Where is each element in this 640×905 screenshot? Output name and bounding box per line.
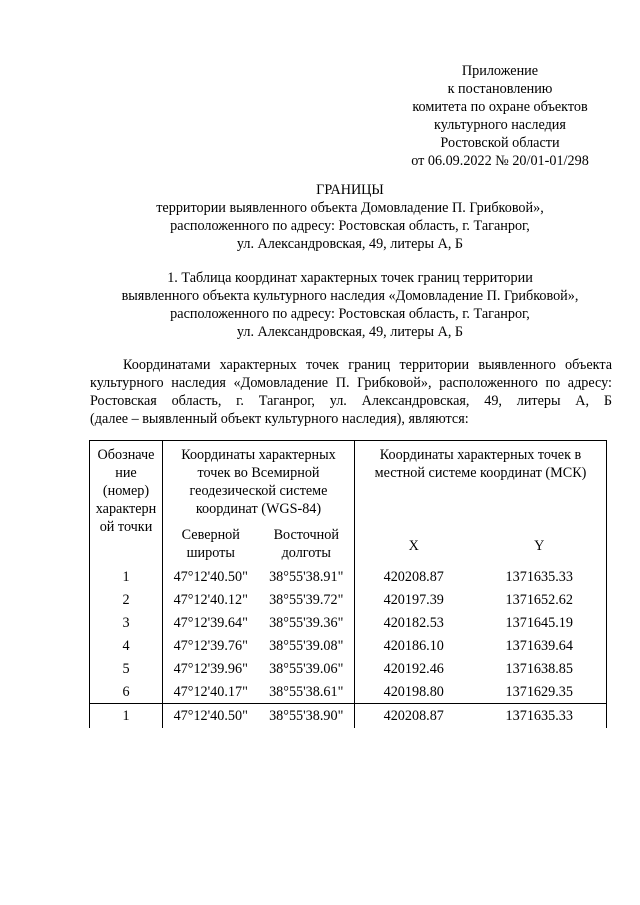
appendix-line: к постановлению <box>447 81 553 97</box>
intro-line: Ростовская область, г. Таганрог, ул. Александровская, 49, литеры А, Б <box>90 393 612 409</box>
table-row <box>90 565 607 588</box>
latitude-value: 47°12'39.76" <box>163 634 259 657</box>
x-value: 420197.39 <box>355 588 473 611</box>
longitude-value: 38°55'39.72" <box>269 591 344 608</box>
longitude-value: 38°55'39.36" <box>269 614 344 631</box>
table-row <box>90 704 607 729</box>
table-title-line: расположенного по адресу: Ростовская область, г. Таганрог, <box>170 306 530 322</box>
header-wgs84: Координаты характерных точек во Всемирной геодезической системе координат (WGS-84) <box>163 441 355 519</box>
header-north-latitude: Северной широты <box>163 518 259 565</box>
longitude-value: 38°55'38.90" <box>259 704 355 729</box>
appendix-line: комитета по охране объектов <box>412 99 588 115</box>
table-row <box>90 588 607 611</box>
table-row <box>90 680 607 704</box>
table-title <box>70 269 630 341</box>
y-value: 1371635.33 <box>473 565 607 588</box>
longitude-value: 38°55'39.08" <box>269 637 344 654</box>
point-number: 4 <box>90 634 163 657</box>
point-number: 2 <box>90 588 163 611</box>
table-row <box>90 634 607 657</box>
latitude-value: 47°12'40.17" <box>163 680 259 704</box>
intro-line: (далее – выявленный объект культурного наследия), являются: <box>90 411 469 427</box>
y-value: 1371635.33 <box>473 704 607 729</box>
coordinates-table <box>89 440 607 728</box>
table-title-line: ул. Александровская, 49, литеры А, Б <box>236 324 464 340</box>
x-value: 420186.10 <box>355 634 473 657</box>
document-title <box>70 181 630 253</box>
latitude-value: 47°12'40.12" <box>163 588 259 611</box>
header-x: X <box>355 518 473 565</box>
title-line: расположенного по адресу: Ростовская область, г. Таганрог, <box>170 218 530 234</box>
header-msk: Координаты характерных точек в местной системе координат (МСК) <box>355 441 607 519</box>
y-value: 1371638.85 <box>473 657 607 680</box>
intro-line: Координатами характерных точек границ территории выявленного объекта <box>123 357 612 373</box>
header-east-longitude: Восточной долготы <box>273 527 339 561</box>
longitude-value: 38°55'38.61" <box>269 683 344 700</box>
longitude-value: 38°55'38.91" <box>269 568 344 585</box>
appendix-line: Приложение <box>461 63 539 79</box>
title-line: ул. Александровская, 49, литеры А, Б <box>236 236 464 252</box>
appendix-line: от 06.09.2022 № 20/01-01/298 <box>411 153 589 169</box>
table-title-line: выявленного объекта культурного наследия «Домовладение П. Грибковой», <box>121 288 579 304</box>
title-line: ГРАНИЦЫ <box>316 182 384 198</box>
intro-line: культурного наследия «Домовладение П. Грибковой», расположенного по адресу: <box>90 375 612 391</box>
y-value: 1371652.62 <box>473 588 607 611</box>
appendix-line: Ростовской области <box>440 135 560 151</box>
x-value: 420198.80 <box>355 680 473 704</box>
longitude-value: 38°55'39.06" <box>269 660 344 677</box>
x-value: 420182.53 <box>355 611 473 634</box>
table-row <box>90 611 607 634</box>
point-number: 1 <box>90 704 163 729</box>
table-title-line: 1. Таблица координат характерных точек границ территории <box>167 270 533 286</box>
y-value: 1371645.19 <box>473 611 607 634</box>
point-number: 5 <box>90 657 163 680</box>
appendix-note <box>380 62 620 170</box>
table-row <box>90 657 607 680</box>
header-y: Y <box>473 518 607 565</box>
latitude-value: 47°12'40.50" <box>163 565 259 588</box>
latitude-value: 47°12'39.64" <box>163 611 259 634</box>
header-point-number: Обозначе ние (номер) характерн ой точки <box>90 441 163 566</box>
y-value: 1371639.64 <box>473 634 607 657</box>
x-value: 420208.87 <box>355 565 473 588</box>
point-number: 6 <box>90 680 163 704</box>
appendix-line: культурного наследия <box>434 117 566 133</box>
x-value: 420208.87 <box>355 704 473 729</box>
latitude-value: 47°12'39.96" <box>163 657 259 680</box>
title-line: территории выявленного объекта Домовладение П. Грибковой», <box>156 200 544 216</box>
point-number: 3 <box>90 611 163 634</box>
intro-paragraph <box>90 356 612 428</box>
latitude-value: 47°12'40.50" <box>163 704 259 729</box>
point-number: 1 <box>90 565 163 588</box>
y-value: 1371629.35 <box>473 680 607 704</box>
x-value: 420192.46 <box>355 657 473 680</box>
